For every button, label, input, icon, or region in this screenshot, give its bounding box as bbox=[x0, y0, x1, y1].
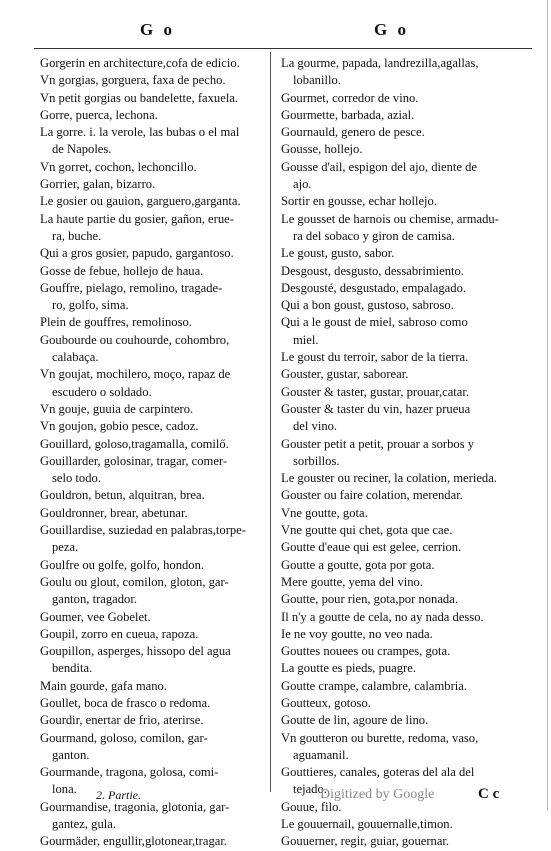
right-column bbox=[281, 55, 513, 851]
entry-line: Le gousset de harnois ou chemise, armadu- bbox=[281, 211, 499, 226]
entry-line: lona. bbox=[52, 782, 77, 797]
entry-line: Il n'y a goutte de cela, no ay nada desso. bbox=[281, 609, 484, 624]
entry-line: Gouldronner, brear, abetunar. bbox=[40, 505, 188, 520]
entry-line: Vne goutte qui chet, gota que cae. bbox=[281, 523, 453, 538]
entry-line: aguamanil. bbox=[293, 747, 349, 762]
entry-line: Goupil, zorro en cueua, rapoza. bbox=[40, 626, 199, 641]
entry-line: Gourmande, tragona, golosa, comi- bbox=[40, 765, 219, 780]
entry-line: Gourmette, barbada, azial. bbox=[281, 107, 415, 122]
entry-line: Gouttes nouees ou crampes, gota. bbox=[281, 644, 451, 659]
entry-line: Gournauld, genero de pesce. bbox=[281, 125, 425, 140]
entry-line: Goutte, pour rien, gota,por nonada. bbox=[281, 592, 458, 607]
entry-line: Goulu ou glout, comilon, gloton, gar- bbox=[40, 574, 229, 589]
entry-line: ganton. bbox=[52, 747, 90, 762]
entry-line: Mere goutte, yema del vino. bbox=[281, 574, 423, 589]
entry-line: lobanillo. bbox=[293, 73, 341, 88]
entry-line: Gouster & taster du vin, hazer prueua bbox=[281, 401, 471, 416]
entry-line: Le goust, gusto, sabor. bbox=[281, 246, 395, 261]
entry-line: peza. bbox=[52, 540, 79, 555]
entry-line: Plein de gouffres, remolinoso. bbox=[40, 315, 192, 330]
entry-line: Qui a bon goust, gustoso, sabroso. bbox=[281, 298, 454, 313]
entry-line: Vn gouje, guuia de carpintero. bbox=[40, 401, 194, 416]
entry-line: Goumer, vee Gobelet. bbox=[40, 609, 151, 624]
entry-line: Goutte d'eaue qui est gelee, cerrion. bbox=[281, 540, 462, 555]
entry-line: Goullet, boca de frasco o redoma. bbox=[40, 695, 211, 710]
entry-line: Gourmandise, tragonia, glotonia, gar- bbox=[40, 799, 230, 814]
entry-line: Gouster, gustar, saborear. bbox=[281, 367, 409, 382]
entry-line: La haute partie du gosier, gañon, erue- bbox=[40, 211, 234, 226]
entry-line: Sortir en gousse, echar hollejo. bbox=[281, 194, 437, 209]
entry-line: Vn goujon, gobio pesce, cadoz. bbox=[40, 419, 199, 434]
entry-line: Le gouster ou reciner, la colation, merieda. bbox=[281, 471, 497, 486]
entry-line: ra del sobaco y giron de camisa. bbox=[293, 228, 455, 243]
entry-line: Gosse de febue, hollejo de haua. bbox=[40, 263, 204, 278]
signature-mark: C c bbox=[478, 786, 500, 802]
entry-line: Le gouuernail, gouuernalle,timon. bbox=[281, 817, 453, 832]
entry-line: Gouue, filo. bbox=[281, 799, 342, 814]
entry-line: calabaça. bbox=[52, 350, 99, 365]
entry-line: del vino. bbox=[293, 419, 338, 434]
running-head-left: G o bbox=[140, 20, 175, 39]
entry-line: Vn goujat, mochilero, moço, rapaz de bbox=[40, 367, 231, 382]
entry-line: Vn gorret, cochon, lechoncillo. bbox=[40, 159, 197, 174]
entry-line: Vn petit gorgias ou bandelette, faxuela. bbox=[40, 90, 239, 105]
entry-line: Gouster petit a petit, prouar a sorbos y bbox=[281, 436, 475, 451]
entry-line: Goutte de lin, agoure de lino. bbox=[281, 713, 429, 728]
entry-line: Gourmet, corredor de vino. bbox=[281, 90, 419, 105]
entry-line: Gourmand, goloso, comilon, gar- bbox=[40, 730, 208, 745]
entry-line: ganton, tragador. bbox=[52, 592, 137, 607]
entry-line: gantez, gula. bbox=[52, 817, 116, 832]
entry-line: Le gosier ou gauion, garguero,garganta. bbox=[40, 194, 241, 209]
entry-line: miel. bbox=[293, 332, 319, 347]
entry-line: La goutte es pieds, puagre. bbox=[281, 661, 416, 676]
entry-line: Qui a gros gosier, papudo, gargantoso. bbox=[40, 246, 234, 261]
entry-line: Desgousté, desgustado, empalagado. bbox=[281, 280, 467, 295]
entry-line: Gourdir, enertar de frio, aterirse. bbox=[40, 713, 204, 728]
entry-line: La gourme, papada, landrezilla,agallas, bbox=[281, 56, 479, 70]
entry-line: Gouster & taster, gustar, prouar,catar. bbox=[281, 384, 470, 399]
entry-line: Gorre, puerca, lechona. bbox=[40, 107, 158, 122]
entry-line: Ie ne voy goutte, no veo nada. bbox=[281, 626, 433, 641]
entry-line: Gousse d'ail, espigon del ajo, diente de bbox=[281, 159, 478, 174]
entry-line: Vn goutteron ou burette, redoma, vaso, bbox=[281, 730, 479, 745]
entry-line: Qui a le goust de miel, sabroso como bbox=[281, 315, 468, 330]
entry-line: Gouldron, betun, alquitran, brea. bbox=[40, 488, 205, 503]
entry-line: Gouster ou faire colation, merendar. bbox=[281, 488, 463, 503]
header-rule bbox=[34, 48, 532, 49]
entry-line: Le goust du terroir, sabor de la tierra. bbox=[281, 350, 469, 365]
entry-line: bendita. bbox=[52, 661, 93, 676]
entry-line: ra, buche. bbox=[52, 228, 102, 243]
digitized-watermark: Digitized by Google bbox=[320, 787, 435, 802]
entry-line: Goutteux, gotoso. bbox=[281, 695, 371, 710]
entry-line: La gorre. i. la verole, las bubas o el mal bbox=[40, 125, 240, 140]
entry-line: Goutte crampe, calambre, calambria. bbox=[281, 678, 468, 693]
entry-line: Gouttieres, canales, goteras del ala del bbox=[281, 765, 475, 780]
entry-line: Gouffre, pielago, remolino, tragade- bbox=[40, 280, 223, 295]
entry-line: Goulfre ou golfe, golfo, hondon. bbox=[40, 557, 205, 572]
left-column bbox=[40, 55, 272, 851]
entry-line: Goubourde ou couhourde, cohombro, bbox=[40, 332, 230, 347]
entry-line: selo todo. bbox=[52, 471, 101, 486]
page-edge bbox=[547, 0, 548, 811]
entry-line: Gorrier, galan, bizarro. bbox=[40, 177, 156, 192]
entry-line: Gousse, hollejo. bbox=[281, 142, 363, 157]
entry-line: Goupillon, asperges, hissopo del agua bbox=[40, 644, 231, 659]
entry-line: Gourmäder, engullir,glotonear,tragar. bbox=[40, 834, 227, 849]
entry-line: escudero o soldado. bbox=[52, 384, 152, 399]
entry-line: Goutte a goutte, gota por gota. bbox=[281, 557, 435, 572]
entry-line: Gouillarder, golosinar, tragar, comer- bbox=[40, 453, 228, 468]
entry-line: Vne goutte, gota. bbox=[281, 505, 368, 520]
entry-line: Gorgerin en architecture,cofa de edicio. bbox=[40, 56, 240, 70]
entry-line: Gouillard, goloso,tragamalla, comilő. bbox=[40, 436, 229, 451]
entry-line: Gouillardise, suziedad en palabras,torpe- bbox=[40, 523, 246, 538]
entry-line: Desgoust, desgusto, dessabrimiento. bbox=[281, 263, 464, 278]
footer-part-label: 2. Partie. bbox=[96, 788, 141, 802]
entry-line: ajo. bbox=[293, 177, 312, 192]
entry-line: ro, golfo, sima. bbox=[52, 298, 129, 313]
running-head-right: G o bbox=[374, 20, 409, 39]
entry-line: Main gourde, gafa mano. bbox=[40, 678, 167, 693]
entry-line: sorbillos. bbox=[293, 453, 340, 468]
entry-line: de Napoles. bbox=[52, 142, 112, 157]
entry-line: Vn gorgias, gorguera, faxa de pecho. bbox=[40, 73, 226, 88]
entry-line: Gouuerner, regir, guiar, gouernar. bbox=[281, 834, 450, 849]
entry-line: tejado. bbox=[293, 782, 327, 797]
